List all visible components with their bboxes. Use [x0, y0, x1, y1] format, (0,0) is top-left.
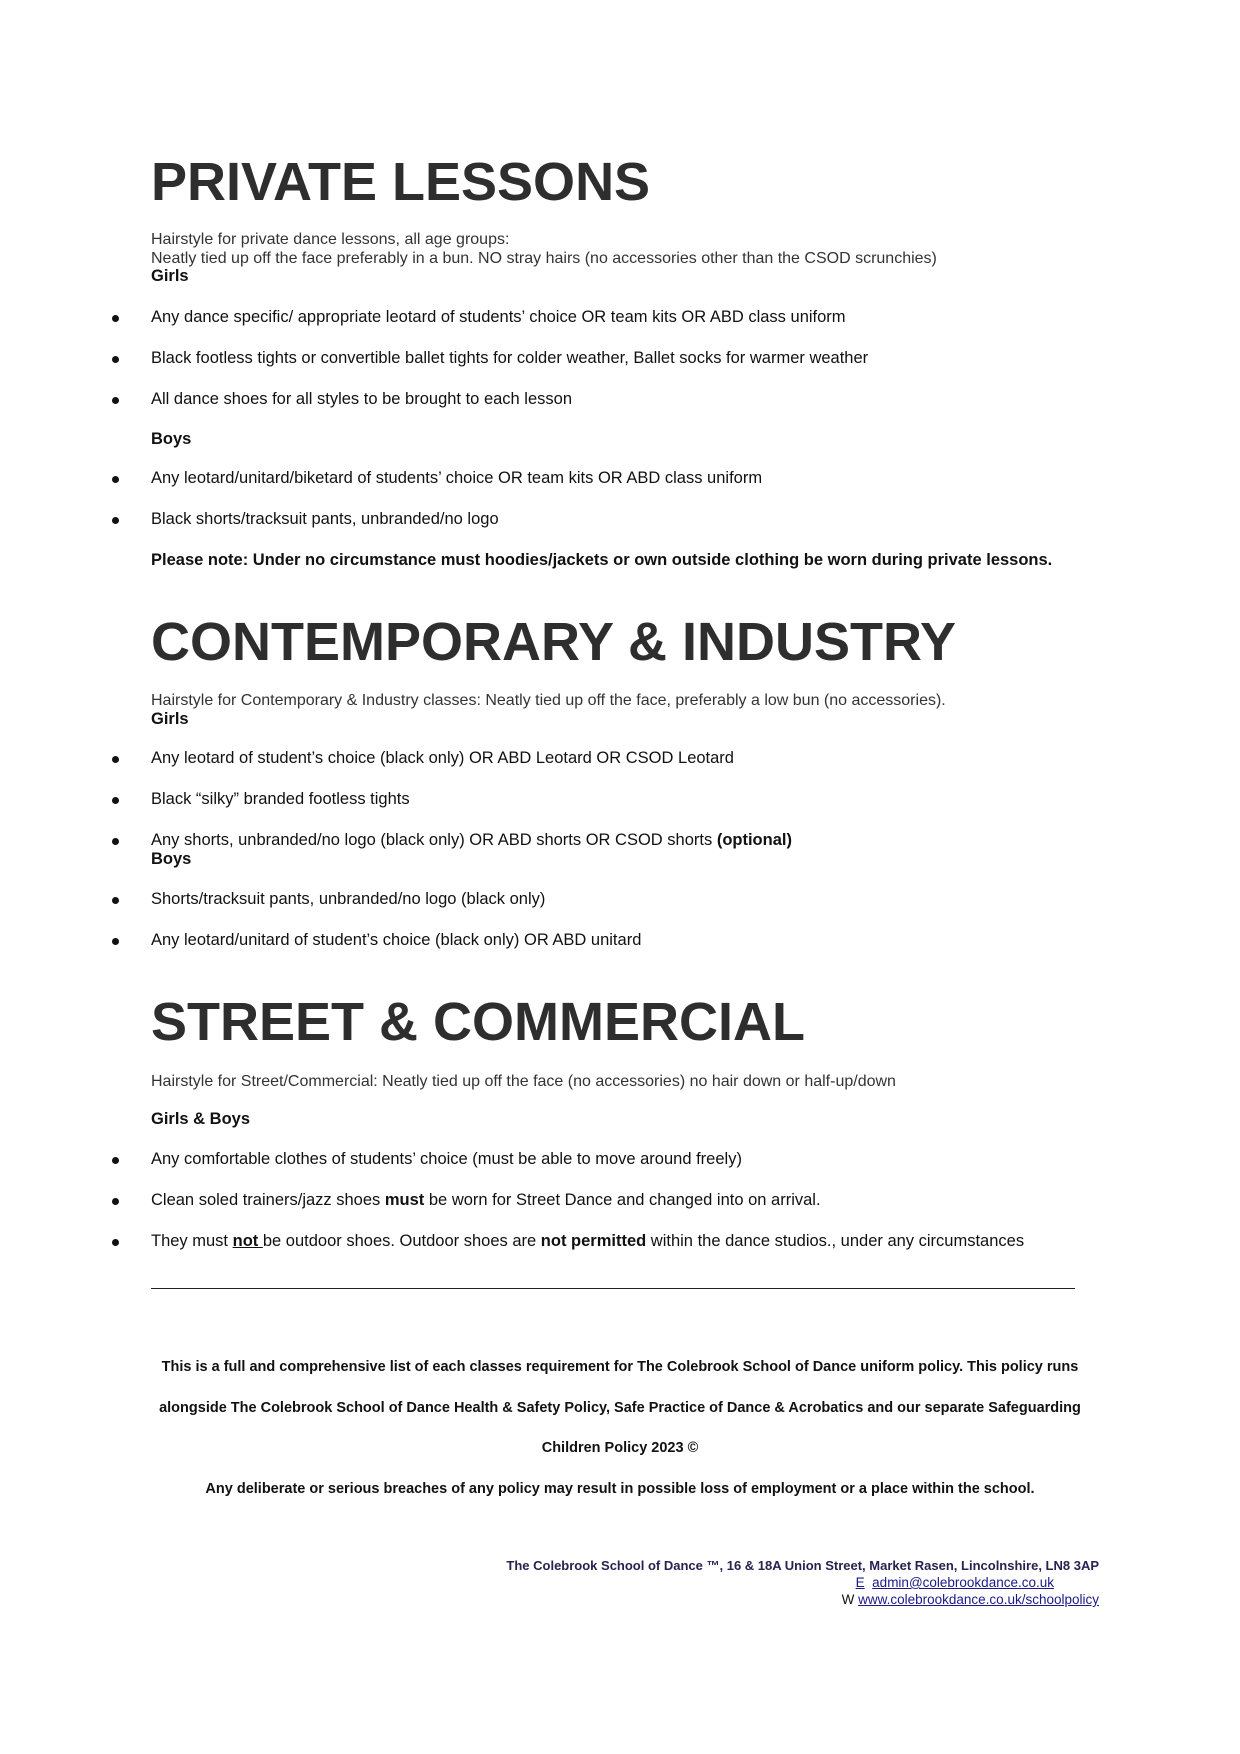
bullet-icon	[112, 797, 119, 804]
bullet-icon	[112, 756, 119, 763]
contemporary-girls-item-text: Any shorts, unbranded/no logo (black only) OR ABD shorts OR CSOD shorts	[151, 831, 717, 849]
contemporary-boys-item: Shorts/tracksuit pants, unbranded/no logo (black only)	[151, 890, 546, 908]
contemporary-boys-item: Any leotard/unitard of student’s choice (black only) OR ABD unitard	[151, 931, 642, 949]
contemporary-girls-item: Any leotard of student’s choice (black only) OR ABD Leotard OR CSOD Leotard	[151, 749, 734, 767]
private-note: Please note: Under no circumstance must hoodies/jackets or own outside clothing be worn during private lessons.	[151, 551, 1053, 569]
optional-label: (optional)	[716, 831, 792, 849]
street-item	[151, 1191, 821, 1210]
contemporary-girls-item: Black “silky” branded footless tights	[151, 790, 410, 808]
email-line	[856, 1575, 1099, 1590]
website-line	[842, 1592, 1099, 1607]
bullet-icon	[112, 397, 119, 404]
section-title-contemporary-industry: CONTEMPORARY & INDUSTRY	[151, 612, 957, 672]
section-title-street-commercial: STREET & COMMERCIAL	[151, 992, 805, 1052]
street-item: Any comfortable clothes of students’ choice (must be able to move around freely)	[151, 1150, 742, 1168]
emphasis-must: must	[384, 1191, 425, 1209]
private-hairstyle-detail: Neatly tied up off the face preferably in a bun. NO stray hairs (no accessories other than the CSOD scrunchies)	[151, 250, 937, 267]
email-prefix: E	[855, 1575, 865, 1590]
bullet-icon	[112, 1198, 119, 1205]
street-item-text: They must	[151, 1232, 233, 1250]
section-title-private-lessons: PRIVATE LESSONS	[151, 152, 651, 212]
private-boys-item: Any leotard/unitard/biketard of students’ choice OR team kits OR ABD class uniform	[151, 469, 763, 487]
street-label: Girls & Boys	[151, 1110, 251, 1128]
website-link[interactable]: www.colebrookdance.co.uk/schoolpolicy	[858, 1592, 1099, 1607]
private-girls-item: All dance shoes for all styles to be brought to each lesson	[151, 390, 572, 408]
footer-policy-line: This is a full and comprehensive list of each classes requirement for The Colebrook School of Dance uniform policy. This policy runs	[161, 1359, 1079, 1375]
divider-line	[151, 1288, 1075, 1289]
school-address: The Colebrook School of Dance ™, 16 & 18A Union Street, Market Rasen, Lincolnshire, LN8 3AP	[506, 1558, 1099, 1573]
private-girls-label: Girls	[151, 267, 189, 285]
street-item-text: within the dance studios., under any circumstances	[646, 1232, 1025, 1250]
footer-breach-notice: Any deliberate or serious breaches of any policy may result in possible loss of employment or a place within the school.	[205, 1481, 1035, 1497]
street-item	[151, 1232, 1024, 1251]
street-item-text: be outdoor shoes. Outdoor shoes are	[262, 1232, 541, 1250]
private-boys-label: Boys	[151, 430, 192, 448]
private-girls-item: Any dance specific/ appropriate leotard of students’ choice OR team kits OR ABD class uniform	[151, 308, 846, 326]
web-prefix: W	[841, 1592, 855, 1607]
private-hairstyle-intro: Hairstyle for private dance lessons, all age groups:	[151, 231, 510, 248]
bullet-icon	[112, 938, 119, 945]
contemporary-girls-label: Girls	[151, 710, 189, 728]
street-item-text: Clean soled trainers/jazz shoes	[151, 1191, 385, 1209]
emphasis-not-permitted: not permitted	[540, 1232, 647, 1250]
footer-policy-line: alongside The Colebrook School of Dance Health & Safety Policy, Safe Practice of Dance & Acrobatics and our separate Safeguarding	[159, 1400, 1081, 1416]
bullet-icon	[112, 476, 119, 483]
bullet-icon	[112, 356, 119, 363]
private-boys-item: Black shorts/tracksuit pants, unbranded/no logo	[151, 510, 499, 528]
contemporary-girls-item	[151, 831, 792, 850]
bullet-icon	[112, 315, 119, 322]
street-item-text: be worn for Street Dance and changed into on arrival.	[424, 1191, 821, 1209]
bullet-icon	[112, 838, 119, 845]
bullet-icon	[112, 1157, 119, 1164]
bullet-icon	[112, 897, 119, 904]
bullet-icon	[112, 517, 119, 524]
bullet-icon	[112, 1239, 119, 1246]
private-girls-item: Black footless tights or convertible ballet tights for colder weather, Ballet socks for warmer weather	[151, 349, 869, 367]
footer-policy-line: Children Policy 2023 ©	[541, 1440, 699, 1456]
contemporary-boys-label: Boys	[151, 850, 192, 868]
email-link[interactable]: admin@colebrookdance.co.uk	[872, 1575, 1054, 1590]
street-hairstyle: Hairstyle for Street/Commercial: Neatly tied up off the face (no accessories) no hair down or half-up/down	[151, 1073, 896, 1090]
contemporary-hairstyle: Hairstyle for Contemporary & Industry classes: Neatly tied up off the face, preferably a low bun (no accessories).	[151, 692, 946, 709]
emphasis-not: not	[232, 1232, 263, 1250]
